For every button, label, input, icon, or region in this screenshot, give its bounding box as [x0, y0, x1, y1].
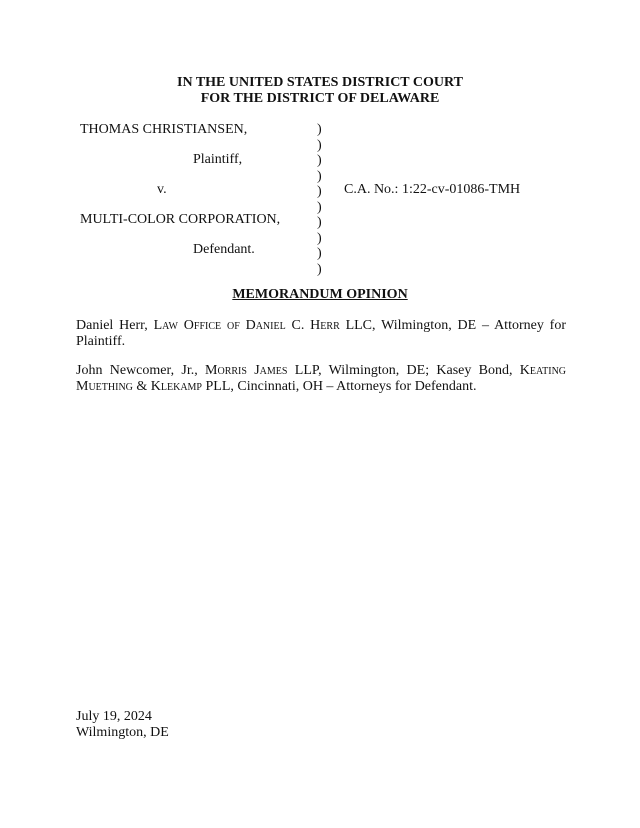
- versus: v.: [157, 182, 167, 197]
- defendant-counsel: [76, 363, 566, 395]
- plaintiff-name: THOMAS CHRISTIANSEN,: [80, 122, 248, 137]
- defendant-counsel-details-2: PLL, Cincinnati, OH – Attorneys for Defendant.: [202, 379, 477, 394]
- bracket: ): [317, 122, 322, 137]
- plaintiff-role: Plaintiff,: [193, 152, 243, 167]
- bracket: ): [317, 184, 322, 199]
- date-location-block: [76, 709, 169, 741]
- bracket: ): [317, 230, 322, 246]
- bracket: ): [317, 246, 322, 261]
- plaintiff-counsel: [76, 318, 566, 350]
- court-heading: [0, 75, 640, 107]
- defendant-counsel-details-1: LLP, Wilmington, DE; Kasey Bond,: [287, 363, 520, 378]
- defendant-role: Defendant.: [193, 242, 255, 257]
- opinion-date: July 19, 2024: [76, 709, 152, 724]
- defendant-attorney: John Newcomer, Jr.,: [76, 363, 206, 378]
- caption-brackets: [317, 122, 322, 277]
- bracket: ): [317, 168, 322, 184]
- opinion-location: Wilmington, DE: [76, 725, 169, 740]
- bracket: ): [317, 137, 322, 153]
- bracket: ): [317, 215, 322, 230]
- document-title: MEMORANDUM OPINION: [232, 287, 408, 302]
- case-number: C.A. No.: 1:22-cv-01086-TMH: [344, 182, 521, 197]
- court-name: IN THE UNITED STATES DISTRICT COURT: [177, 75, 463, 90]
- defendant-firm-2: Keating Muething & Klekamp: [76, 363, 567, 394]
- bracket: ): [317, 261, 322, 277]
- bracket: ): [317, 153, 322, 168]
- court-district: FOR THE DISTRICT OF DELAWARE: [200, 91, 440, 106]
- plaintiff-attorney: Daniel Herr,: [76, 318, 154, 333]
- plaintiff-counsel-details: LLC, Wilmington, DE – Attorney for Plaintiff.: [76, 318, 566, 349]
- bracket: ): [317, 199, 322, 215]
- plaintiff-firm: Law Office of Daniel C. Herr: [153, 318, 340, 333]
- defendant-firm-1: Morris James: [205, 363, 288, 378]
- defendant-name: MULTI-COLOR CORPORATION,: [80, 212, 281, 227]
